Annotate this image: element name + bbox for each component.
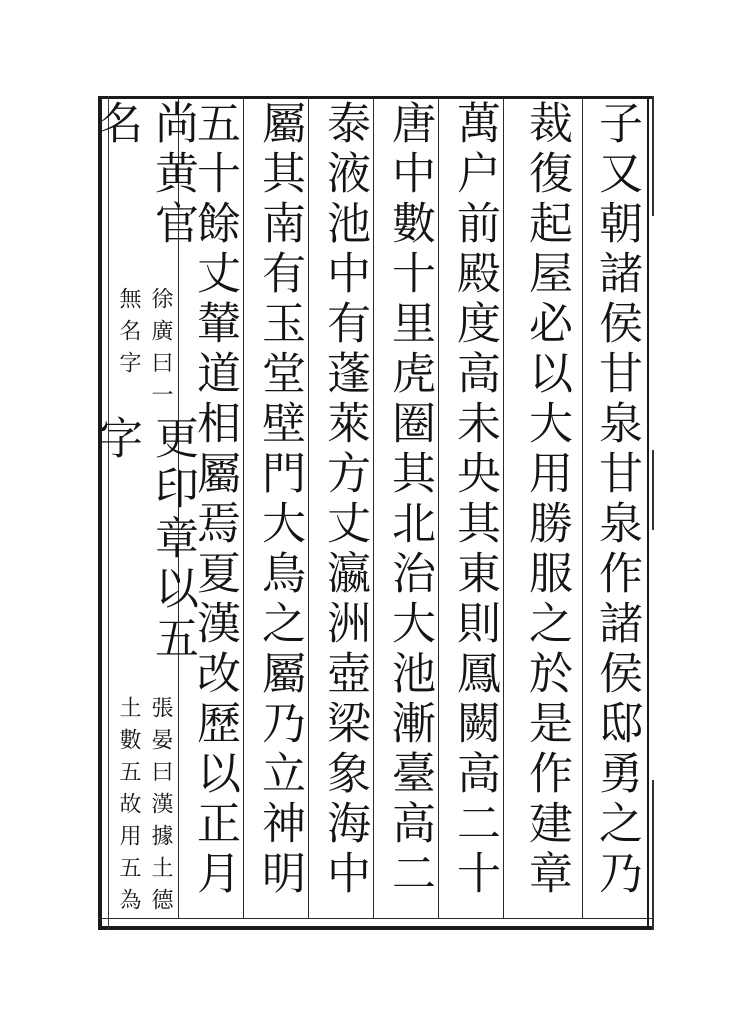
column-8-main-text-top: 尚黄官名 <box>91 100 198 250</box>
column-rule <box>438 99 439 919</box>
text-column-2: 裁復起屋必以大用勝服之於是作建章 <box>521 100 572 900</box>
text-column-7: 五十餘丈輦道相屬焉夏漢改歷以正月 <box>189 100 240 900</box>
fold-mark-bottom <box>652 780 654 930</box>
text-column-6: 屬其南有玉堂壁門大鳥之屬乃立神明 <box>254 100 305 900</box>
center-fold-line <box>647 96 649 930</box>
commentary-note-right-line: 張晏曰漢據土德 <box>148 696 173 920</box>
fold-mark-top <box>652 96 654 216</box>
column-rule <box>308 99 309 919</box>
text-column-3: 萬户前殿度高未央其東則鳳闕高二十 <box>449 100 500 900</box>
text-column-5: 泰液池中有蓬萊方丈瀛洲壺梁象海中 <box>319 100 370 900</box>
column-rule <box>503 99 504 919</box>
commentary-note-right-line: 徐廣曰一 <box>148 287 173 416</box>
column-rule <box>243 99 244 919</box>
text-column-4: 唐中數十里虎圈其北治大池漸臺高二 <box>384 100 435 900</box>
fold-mark-middle <box>652 450 654 530</box>
text-column-1: 子又朝諸侯甘泉甘泉作諸侯邸勇之乃 <box>591 100 642 900</box>
column-rule <box>373 99 374 919</box>
column-rule <box>582 99 583 919</box>
text-column-8 <box>91 100 198 920</box>
commentary-note-xu-guang <box>115 287 173 415</box>
commentary-note-left-line: 土數五故用五為 <box>116 696 141 920</box>
column-8-main-text-middle: 更印章以五字 <box>91 415 198 666</box>
commentary-note-zhang-yan <box>115 696 173 920</box>
commentary-note-left-line: 無名字 <box>116 287 141 384</box>
